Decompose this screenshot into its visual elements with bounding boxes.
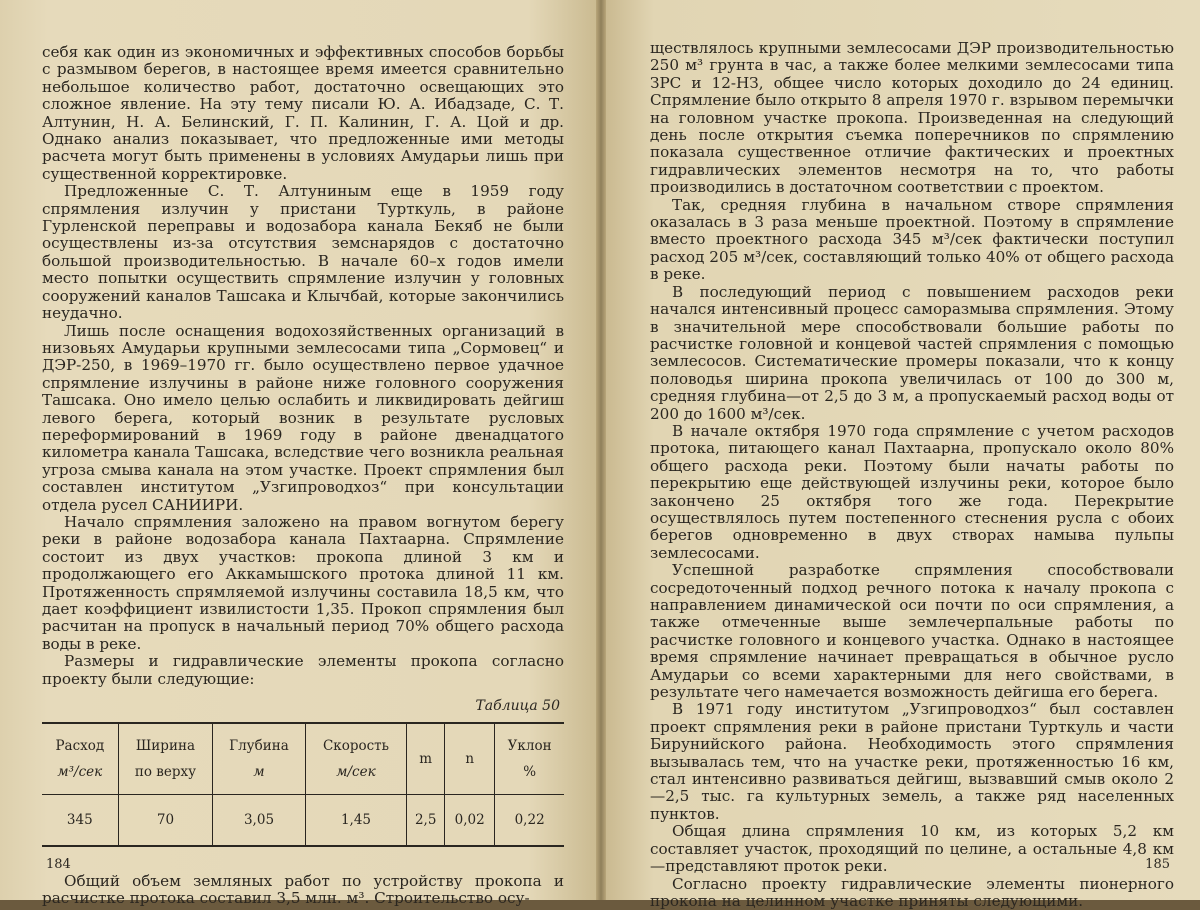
table-cell: 3,05 xyxy=(213,795,305,847)
page-number: 184 xyxy=(46,857,71,872)
table-header-cell: Ширина по верху xyxy=(118,723,213,795)
book-gutter xyxy=(596,0,606,900)
table-row xyxy=(42,795,564,847)
paragraph: Предложенные С. Т. Алтуниным еще в 1959 году спрямления излучин у пристани Турткуль, в районе Гурленской переправы и водозабора канала Бекяб не были осуществлены из-за отсутствия земснарядов с достаточно большой производительностью. В начале 60–х годов имели место попытки осуществить спрямление излучин у головных сооружений каналов Ташсака и Клычбай, которые закончились неудачно. xyxy=(42,183,564,322)
table-header-cell: Уклон % xyxy=(495,723,564,795)
paragraph: В последующий период с повышением расходов реки начался интенсивный процесс саморазмыва спрямления. Этому в значительной мере способствовали большие работы по расчистке головной и концевой частей спрямления с помощью землесосов. Систематические промеры показали, что к концу половодья ширина прокопа увеличилась от 100 до 300 м, средняя глубина—от 2,5 до 3 м, а пропускаемый расход воды от 200 до 1600 м³/сек. xyxy=(650,284,1174,423)
table-header-cell: n xyxy=(445,723,495,795)
table-header-cell: Расход м³/сек xyxy=(42,723,118,795)
paragraph: Размеры и гидравлические элементы прокопа согласно проекту были следующие: xyxy=(42,653,564,688)
table-cell: 70 xyxy=(118,795,213,847)
paragraph: Согласно проекту гидравлические элементы пионерного прокопа на целинном участке приняты следующими. xyxy=(650,876,1174,910)
table-cell: 345 xyxy=(42,795,118,847)
paragraph: Общий объем земляных работ по устройству прокопа и расчистке протока составил 3,5 млн. м³. Строительство осу- xyxy=(42,873,564,908)
paragraph: В начале октября 1970 года спрямление с учетом расходов протока, питающего канал Пахтаарна, пропускало около 80% общего расхода реки. Поэтому были начаты работы по перекрытию еще действующей излучины реки, которое было закончено 25 октября того же года. Перекрытие осуществлялось путем постепенного стеснения русла с обоих берегов одновременно в двух створах намыва пульпы землесосами. xyxy=(650,423,1174,562)
table-header-cell: m xyxy=(407,723,445,795)
paragraph: Лишь после оснащения водохозяйственных организаций в низовьях Амударьи крупными землесосами типа „Сормовец“ и ДЭР-250, в 1969–1970 гг. было осуществлено первое удачное спрямление излучины в районе ниже головного сооружения Ташсака. Оно имело целью ослабить и ликвидировать дейгиш левого берега, который возник в результате русловых переформирований в 1969 году в районе двенадцатого километра канала Ташсака, вследствие чего возникла реальная угроза смыва канала на этом участке. Проект спрямления был составлен институтом „Узгипроводхоз“ при консультации отдела русел САНИИРИ. xyxy=(42,323,564,514)
paragraph: Успешной разработке спрямления способствовали сосредоточенный подход речного потока к началу прокопа с направлением динамической оси почти по оси спрямления, а также отмеченные выше землечерпальные работы по расчистке головного и концевого участка. Однако в настоящее время спрямление начинает превращаться в обычное русло Амударьи со всеми характерными для него свойствами, в результате чего намечается возможность дейгиша его берега. xyxy=(650,562,1174,701)
page-number: 185 xyxy=(1145,857,1170,872)
table-caption: Таблица 50 xyxy=(42,698,564,714)
paragraph: Начало спрямления заложено на правом вогнутом берегу реки в районе водозабора канала Пахтаарна. Спрямление состоит из двух участков: прокопа длиной 3 км и продолжающего его Аккамышского протока длиной 11 км. Протяженность спрямляемой излучины составила 18,5 км, что дает коэффициент извилистости 1,35. Прокоп спрямления был расчитан на пропуск в начальный период 70% общего расхода воды в реке. xyxy=(42,514,564,653)
table-cell: 1,45 xyxy=(305,795,407,847)
hydraulic-elements-table xyxy=(42,722,564,847)
table-header-row xyxy=(42,723,564,795)
right-page xyxy=(600,0,1200,900)
table-cell: 0,22 xyxy=(495,795,564,847)
table-header-cell: Глубина м xyxy=(213,723,305,795)
paragraph: Общая длина спрямления 10 км, из которых 5,2 км составляет участок, проходящий по целине, а остальные 4,8 км—представляют проток реки. xyxy=(650,823,1174,875)
paragraph: Так, средняя глубина в начальном створе спрямления оказалась в 3 раза меньше проектной. Поэтому в спрямление вместо проектного расхода 345 м³/сек фактически поступил расход 205 м³/сек, составляющий только 40% от общего расхода в реке. xyxy=(650,197,1174,284)
paragraph: В 1971 году институтом „Узгипроводхоз“ был составлен проект спрямления реки в районе пристани Турткуль и части Бирунийского района. Необходимость этого спрямления вызывалась тем, что на участке реки, протяженностью 16 км, стал интенсивно развиваться дейгиш, вызвавший смыв около 2—2,5 тыс. га культурных земель, а также ряд населенных пунктов. xyxy=(650,701,1174,823)
paragraph: ществлялось крупными землесосами ДЭР производительностью 250 м³ грунта в час, а также более мелкими землесосами типа ЗРС и 12-НЗ, общее число которых доходило до 24 единиц. Спрямление было открыто 8 апреля 1970 г. взрывом перемычки на головном участке прокопа. Произведенная на следующий день после открытия съемка поперечников по спрямлению показала существенное отличие фактических и проектных гидравлических элементов несмотря на то, что работы производились в достаточном соответствии с проектом. xyxy=(650,40,1174,197)
table-cell: 0,02 xyxy=(445,795,495,847)
left-page xyxy=(0,0,600,900)
table-header-cell: Скорость м/сек xyxy=(305,723,407,795)
table-cell: 2,5 xyxy=(407,795,445,847)
paragraph: себя как один из экономичных и эффективных способов борьбы с размывом берегов, в настоящее время имеется сравнительно небольшое количество работ, достаточно освещающих это сложное явление. На эту тему писали Ю. А. Ибадзаде, С. Т. Алтунин, Н. А. Белинский, Г. П. Калинин, Г. А. Цой и др. Однако анализ показывает, что предложенные ими методы расчета могут быть применены в условиях Амударьи лишь при существенной корректировке. xyxy=(42,44,564,183)
